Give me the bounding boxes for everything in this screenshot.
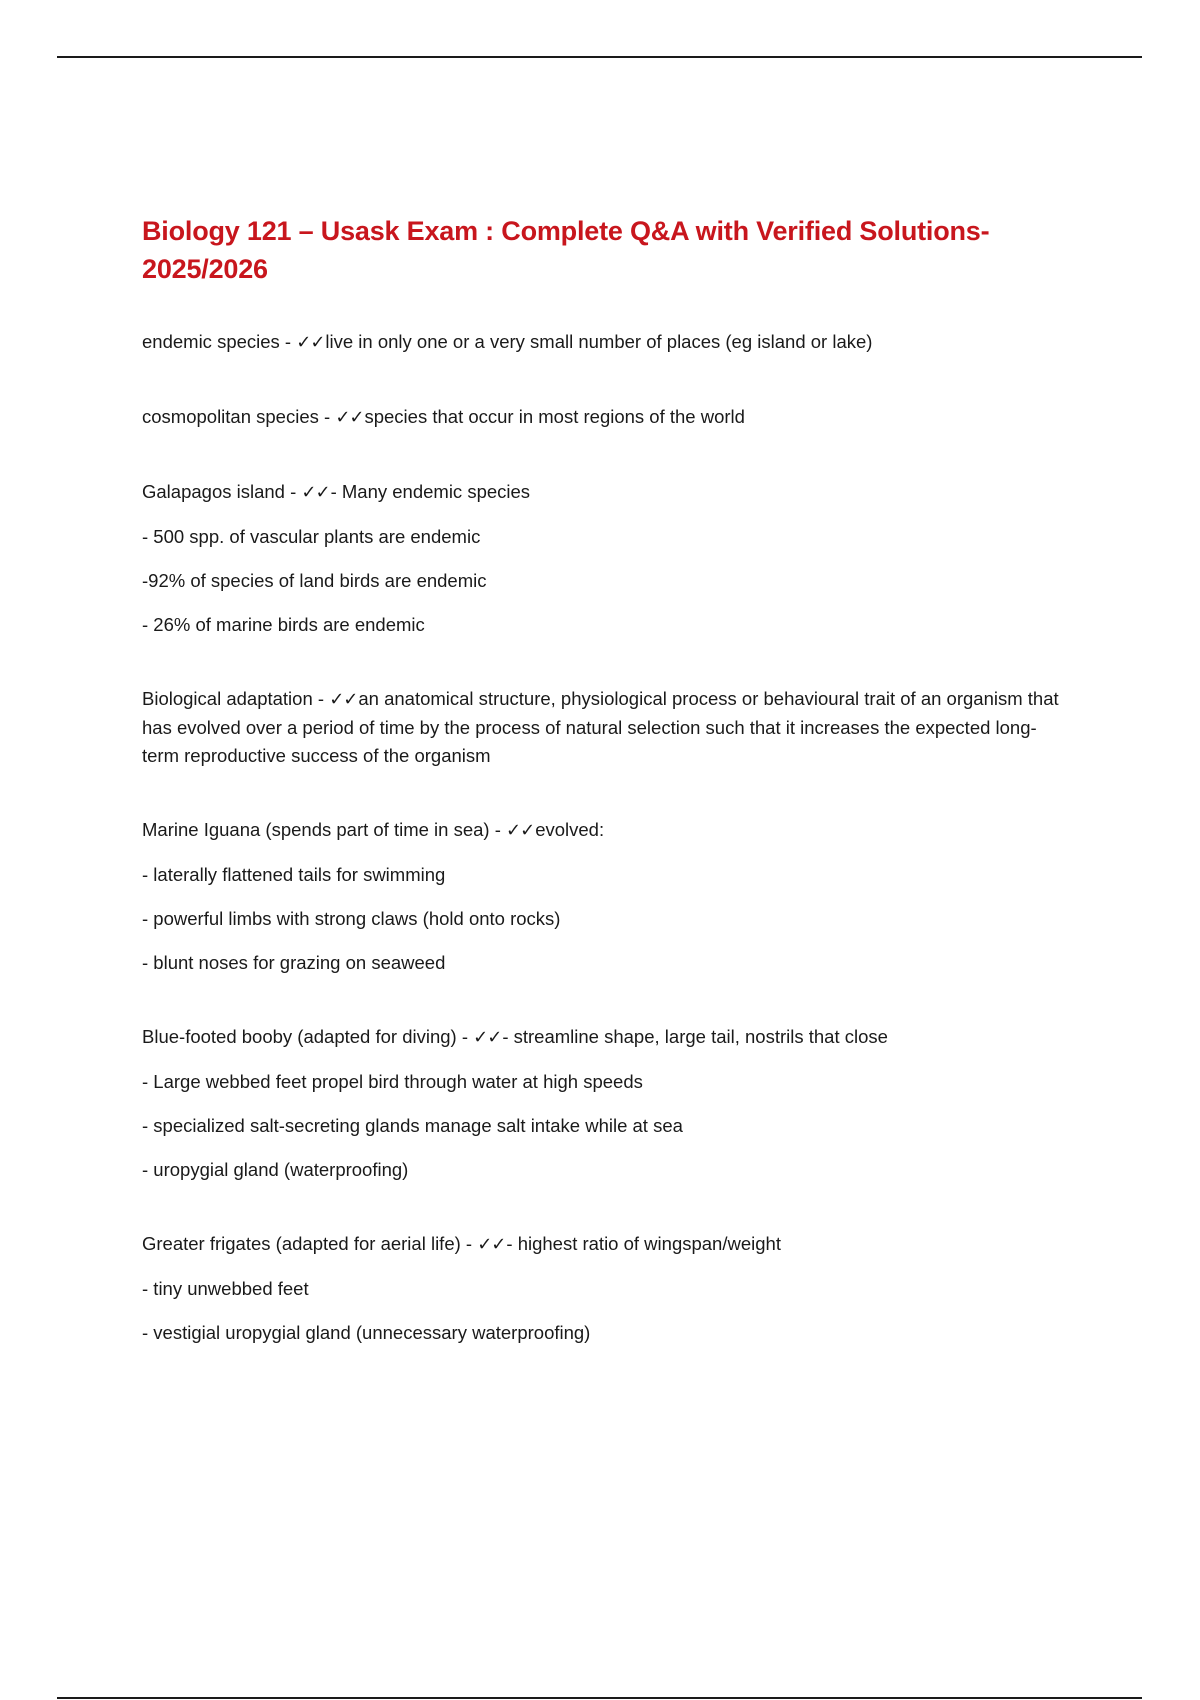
- term: Galapagos island -: [142, 481, 302, 502]
- term: Biological adaptation -: [142, 688, 330, 709]
- qa-entry: [142, 816, 1072, 977]
- definition: an anatomical structure, physiological process or behavioural trait of an organism that has evolved over a period of time by the process of natural selection such that it increases the expected long-term reproductive success of the organism: [142, 688, 1059, 766]
- check-mark-icon: ✓✓: [329, 689, 358, 710]
- bullet-point: - powerful limbs with strong claws (hold onto rocks): [142, 908, 561, 929]
- bottom-rule: [57, 1697, 1142, 1699]
- document-body: [142, 212, 1072, 1393]
- qa-line: [142, 403, 1072, 432]
- qa-entry: [142, 403, 1072, 432]
- check-mark-icon: ✓✓: [301, 482, 330, 503]
- check-mark-icon: ✓✓: [477, 1234, 506, 1255]
- definition: - Many endemic species: [330, 481, 531, 502]
- bullet-point: -92% of species of land birds are endemic: [142, 570, 487, 591]
- definition: - highest ratio of wingspan/weight: [506, 1233, 781, 1254]
- term: Blue-footed booby (adapted for diving) -: [142, 1026, 474, 1047]
- document-title: Biology 121 – Usask Exam : Complete Q&A with Verified Solutions- 2025/2026: [142, 216, 990, 284]
- check-mark-icon: ✓✓: [473, 1027, 502, 1048]
- definition: species that occur in most regions of the world: [364, 406, 745, 427]
- term: Greater frigates (adapted for aerial life) -: [142, 1233, 478, 1254]
- qa-entry: [142, 478, 1072, 639]
- term: endemic species -: [142, 331, 297, 352]
- qa-line: [142, 328, 1072, 357]
- qa-entry: [142, 1023, 1072, 1184]
- qa-entry: [142, 685, 1072, 770]
- bullet-point: - specialized salt-secreting glands manage salt intake while at sea: [142, 1115, 683, 1136]
- check-mark-icon: ✓✓: [296, 332, 325, 353]
- term: cosmopolitan species -: [142, 406, 336, 427]
- top-rule: [57, 56, 1142, 58]
- definition: - streamline shape, large tail, nostrils that close: [502, 1026, 888, 1047]
- entry-list: [142, 328, 1072, 1347]
- qa-entry: [142, 328, 1072, 357]
- qa-line: [142, 1023, 1072, 1052]
- qa-line: [142, 685, 1072, 770]
- qa-line: [142, 1230, 1072, 1259]
- qa-entry: [142, 1230, 1072, 1347]
- term: Marine Iguana (spends part of time in sea) -: [142, 819, 507, 840]
- bullet-point: - laterally flattened tails for swimming: [142, 864, 446, 885]
- check-mark-icon: ✓✓: [506, 820, 535, 841]
- bullet-point: - blunt noses for grazing on seaweed: [142, 952, 446, 973]
- qa-line: [142, 816, 1072, 845]
- bullet-point: - vestigial uropygial gland (unnecessary waterproofing): [142, 1322, 591, 1343]
- bullet-point: - 500 spp. of vascular plants are endemic: [142, 526, 481, 547]
- qa-line: [142, 478, 1072, 507]
- definition: evolved:: [535, 819, 605, 840]
- bullet-point: - 26% of marine birds are endemic: [142, 614, 425, 635]
- bullet-point: - Large webbed feet propel bird through water at high speeds: [142, 1071, 643, 1092]
- bullet-point: - uropygial gland (waterproofing): [142, 1159, 409, 1180]
- definition: live in only one or a very small number of places (eg island or lake): [325, 331, 873, 352]
- bullet-point: - tiny unwebbed feet: [142, 1278, 309, 1299]
- check-mark-icon: ✓✓: [335, 407, 364, 428]
